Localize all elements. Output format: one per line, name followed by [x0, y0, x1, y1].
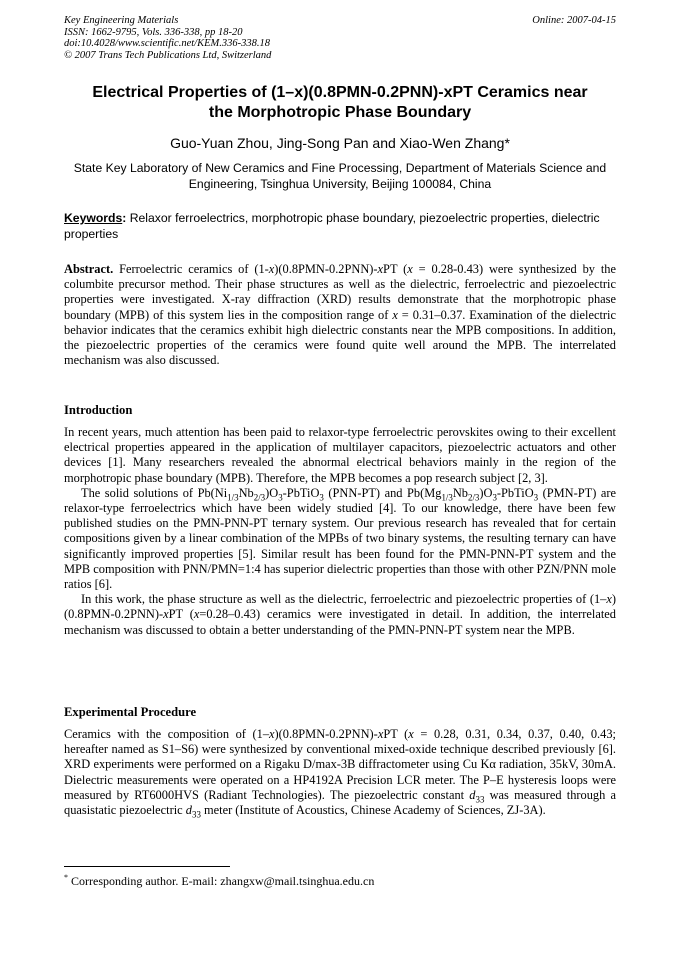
- var-d: d: [185, 803, 192, 818]
- abstract-label: Abstract.: [64, 262, 114, 276]
- var-x: x: [269, 727, 275, 741]
- abstract-text: )(0.8PMN-0.2PNN)-: [274, 262, 378, 276]
- text-run: =0.28–0.43) ceramics were investigated in detail. In addition, the interrelated mechanism was discussed to obtain a better understanding of the PMN-PNN-PT system near the MPB.: [64, 607, 616, 637]
- subscript: 2/3: [253, 492, 266, 503]
- journal-doi: doi:10.4028/www.scientific.net/KEM.336-338.18: [64, 38, 270, 49]
- var-x: x: [392, 307, 398, 322]
- paper-affiliation: State Key Laboratory of New Ceramics and Fine Processing, Department of Materials Science and Engineering, Tsinghua University, Beijing 100084, China: [73, 161, 607, 191]
- introduction-paragraph: In recent years, much attention has been paid to relaxor-type ferroelectric perovskites owing to their excellent electrical properties appeared in the application of multilayer capacitors, piezoelectric actuators and other devices [1]. Many researchers revealed the abnormal electrical behaviors mainly in the region of the morphotropic phase boundary (MPB). Therefore, the MPB becomes a pop research subject [2, 3].: [64, 425, 616, 485]
- subscript: 3: [533, 492, 539, 503]
- text-run: meter (Institute of Acoustics, Chinese Academy of Sciences, ZJ-3A).: [200, 803, 546, 818]
- online-date: Online: 2007-04-15: [532, 15, 616, 26]
- text-run: )O: [479, 485, 493, 500]
- paper-authors: Guo-Yuan Zhou, Jing-Song Pan and Xiao-Wen Zhang*: [170, 135, 510, 151]
- text-run: -PbTiO: [496, 485, 534, 500]
- abstract-text: = 0.28-0.43) were synthesized by the columbite precursor method. Their phase structures as well as the dielectric, ferroelectric and piezoelectric properties were investigated. X-ray diffraction (XRD) results demonstrate that the morphotropic phase boundary (MPB) of this system lies in the composition range of: [64, 262, 616, 322]
- subscript: 2/3: [467, 492, 480, 503]
- keywords: Keywords: Relaxor ferroelectrics, morphotropic phase boundary, piezoelectric properties, dielectric properties: [64, 211, 600, 241]
- text-run: Nb: [238, 485, 254, 500]
- var-x: x: [193, 607, 200, 622]
- text-run: Nb: [452, 485, 468, 500]
- text-run: )(0.8PMN-0.2PNN)-: [274, 727, 378, 741]
- text-run: )O: [265, 485, 279, 500]
- keywords-label: Keywords: [64, 211, 123, 225]
- footnote: [64, 874, 616, 889]
- subscript: 33: [475, 794, 485, 805]
- subscript: 3: [319, 492, 324, 503]
- text-run: PT (: [168, 607, 194, 622]
- text-run: Ceramics with the composition of (1–: [64, 727, 270, 741]
- journal-copyright: © 2007 Trans Tech Publications Ltd, Switzerland: [64, 49, 272, 61]
- subscript: 3: [278, 492, 283, 503]
- journal-issn: ISSN: 1662-9795, Vols. 336-338, pp 18-20: [64, 26, 243, 38]
- experimental-body: [64, 727, 616, 818]
- introduction-paragraph: [64, 592, 616, 638]
- var-x: x: [268, 262, 275, 276]
- var-x: x: [606, 592, 612, 607]
- var-x: x: [163, 607, 169, 622]
- introduction-heading: Introduction: [64, 403, 133, 417]
- abstract-text: Ferroelectric ceramics of (1-: [119, 262, 269, 276]
- introduction-paragraph: [64, 486, 616, 592]
- paper-title: [64, 83, 616, 123]
- footnote-text: Corresponding author. E-mail: zhangxw@mail.tsinghua.edu.cn: [71, 874, 375, 888]
- paper-title-line-1: Electrical Properties of (1–x)(0.8PMN-0.2PNN)-xPT Ceramics near: [92, 84, 588, 101]
- abstract: [64, 262, 616, 368]
- text-run: )(0.8PMN-0.2PNN)-: [64, 592, 616, 622]
- experimental-heading: Experimental Procedure: [64, 705, 197, 719]
- text-run: The solid solutions of Pb(Ni: [81, 485, 228, 500]
- abstract-text: = 0.31–0.37. Examination of the dielectric behavior indicates that the ceramics exhibit high dielectric constants near the MPB compositions. In addition, the piezoelectric properties of the ceramics were found quite well around the MPB. The interrelated mechanism was also discussed.: [64, 307, 616, 368]
- text-run: PT (: [383, 727, 409, 741]
- subscript: 1/3: [441, 492, 453, 503]
- text-run: (PMN-PT) are relaxor-type ferroelectrics which have been widely studied [4]. To our knowledge, there have been few published studies on the PMN-PNN-PT ternary system. Our previous research has revealed that for certain compositions given by a linear combination of the MPBs of two binary systems, the resulting ternary can have significantly improved properties [5]. Similar result has been found for the PMN-PNN-PT system and the MPB composition with PNN/PMN=1:4 has superior dielectric properties than those with other PZN/PNN mole ratios [6].: [64, 485, 617, 592]
- footnote-rule: [64, 866, 230, 867]
- var-d: d: [469, 787, 476, 802]
- var-x: x: [377, 262, 384, 276]
- journal-header: [64, 15, 616, 61]
- var-x: x: [408, 727, 414, 741]
- text-run: (PNN-PT) and Pb(Mg: [323, 485, 442, 500]
- text-run: = 0.28, 0.31, 0.34, 0.37, 0.40, 0.43; hereafter named as S1–S6) were synthesized by conventional mixed-oxide technique described previously [6]. XRD experiments were performed on a Rigaku D/max-3B diffractometer using Cu Kα radiation, 35kV, 30mA. Dielectric measurements were operated on a HP4192A Precision LCR meter. The P–E hysteresis loops were measured by RT6000HVS (Radiant Technologies). The piezoelectric constant: [64, 727, 616, 802]
- keywords-text: Relaxor ferroelectrics, morphotropic phase boundary, piezoelectric properties, dielectric properties: [64, 211, 600, 241]
- footnote-marker: *: [64, 873, 68, 882]
- journal-name: Key Engineering Materials: [64, 15, 179, 26]
- subscript: 1/3: [227, 492, 239, 503]
- subscript: 33: [192, 809, 201, 820]
- introduction-body: [64, 425, 616, 638]
- subscript: 3: [492, 492, 497, 503]
- var-x: x: [377, 727, 384, 741]
- text-run: was measured through a quasistatic piezoelectric: [64, 787, 616, 818]
- abstract-text: PT (: [383, 262, 408, 276]
- text-run: In this work, the phase structure as well as the dielectric, ferroelectric and piezoelectric properties of (1–: [81, 592, 607, 607]
- paper-title-line-2: the Morphotropic Phase Boundary: [208, 104, 472, 121]
- text-run: -PbTiO: [282, 485, 320, 500]
- var-x: x: [407, 262, 413, 276]
